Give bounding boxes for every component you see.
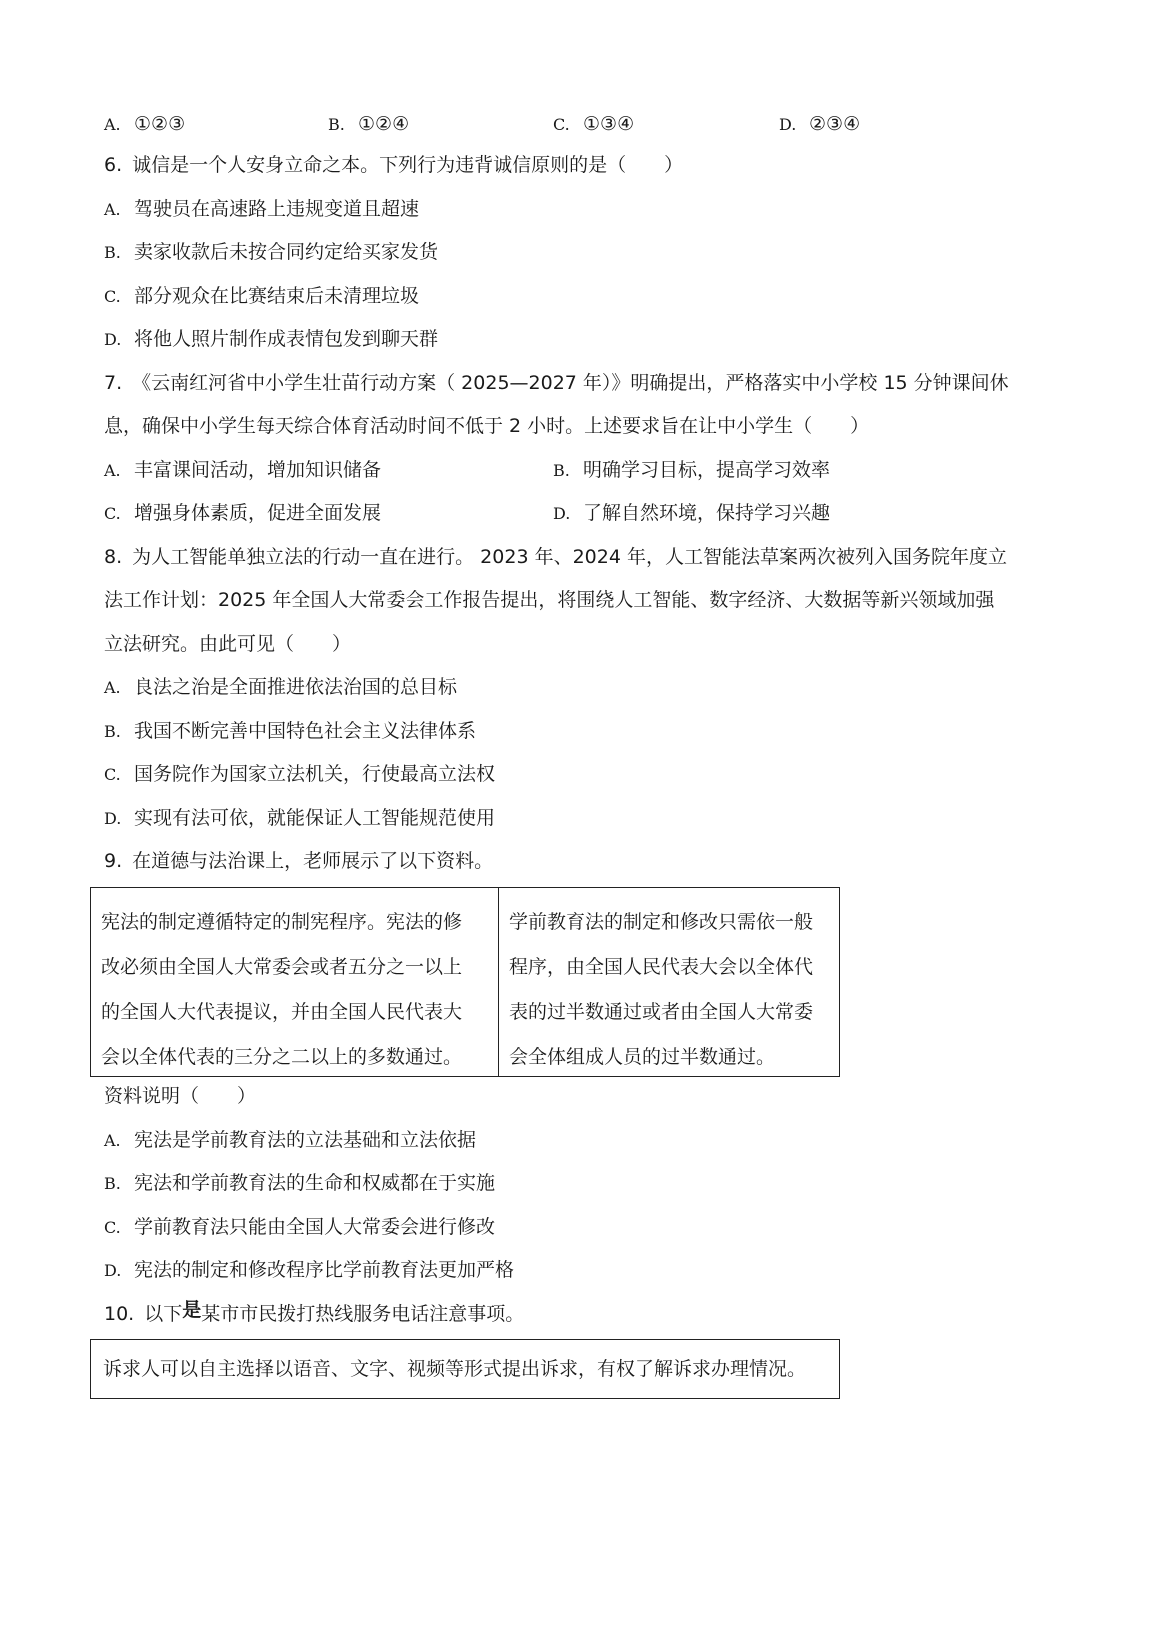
q5-option-c: C. ①③④ (553, 113, 635, 135)
q6-stem: 6. 诚信是一个人安身立命之本。下列行为违背诚信原则的是（ ） (104, 154, 684, 176)
q5-option-d: D. ②③④ (779, 113, 861, 135)
q6-option-a: A. 驾驶员在高速路上违规变道且超速 (104, 198, 420, 220)
q9-option-b: B. 宪法和学前教育法的生命和权威都在于实施 (104, 1172, 496, 1194)
q8-option-c: C. 国务院作为国家立法机关，行使最高立法权 (104, 763, 496, 785)
q9-table-left-cell (91, 888, 498, 1076)
q10-stem: 10. 以下是某市市民拨打热线服务电话注意事项。 (104, 1299, 525, 1325)
option-text: ②③④ (809, 113, 861, 135)
table-line: 会以全体代表的三分之二以上的多数通过。 (101, 1046, 463, 1068)
q9-option-a: A. 宪法是学前教育法的立法基础和立法依据 (104, 1129, 477, 1151)
q9-option-c: C. 学前教育法只能由全国人大常委会进行修改 (104, 1216, 496, 1238)
q7-option-a: A. 丰富课间活动，增加知识储备 (104, 459, 382, 481)
q10-notice-box (90, 1339, 840, 1399)
table-line: 程序，由全国人民代表大会以全体代 (509, 956, 814, 978)
q8-stem-line3: 立法研究。由此可见（ ） (104, 633, 352, 655)
q9-table-right-cell (498, 888, 839, 1076)
option-text: ①②③ (134, 113, 186, 135)
q5-option-b: B. ①②④ (328, 113, 410, 135)
table-line: 改必须由全国人大常委会或者五分之一以上 (101, 956, 463, 978)
q9-after-text: 资料说明（ ） (104, 1085, 257, 1107)
q9-material-table (90, 887, 840, 1077)
q6-option-b: B. 卖家收款后未按合同约定给买家发货 (104, 241, 439, 263)
q6-option-d: D. 将他人照片制作成表情包发到聊天群 (104, 328, 439, 350)
notice-text: 诉求人可以自主选择以语音、文字、视频等形式提出诉求，有权了解诉求办理情况。 (103, 1358, 807, 1380)
q7-option-c: C. 增强身体素质，促进全面发展 (104, 502, 382, 524)
q9-option-d: D. 宪法的制定和修改程序比学前教育法更加严格 (104, 1259, 515, 1281)
q8-option-b: B. 我国不断完善中国特色社会主义法律体系 (104, 720, 477, 742)
q8-stem-line1: 8. 为人工智能单独立法的行动一直在进行。 2023 年、2024 年，人工智能法草案两次被列入国务院年度立 (104, 546, 1007, 568)
q9-stem: 9. 在道德与法治课上，老师展示了以下资料。 (104, 850, 494, 872)
q7-option-b: B. 明确学习目标，提高学习效率 (553, 459, 831, 481)
table-line: 学前教育法的制定和修改只需依一般 (509, 911, 814, 933)
q8-stem-line2: 法工作计划：2025 年全国人大常委会工作报告提出，将围绕人工智能、数字经济、大数据等新兴领域加强 (104, 589, 995, 611)
q7-stem-line2: 息，确保中小学生每天综合体育活动时间不低于 2 小时。上述要求旨在让中小学生（ ） (104, 415, 870, 437)
q7-option-d: D. 了解自然环境，保持学习兴趣 (553, 502, 831, 524)
q8-option-d: D. 实现有法可依，就能保证人工智能规范使用 (104, 807, 496, 829)
q6-option-c: C. 部分观众在比赛结束后未清理垃圾 (104, 285, 420, 307)
option-text: ①③④ (583, 113, 635, 135)
table-line: 会全体组成人员的过半数通过。 (509, 1046, 776, 1068)
table-line: 表的过半数通过或者由全国人大常委 (509, 1001, 814, 1023)
q5-option-a: A. ①②③ (104, 113, 186, 135)
table-line: 的全国人大代表提议，并由全国人民代表大 (101, 1001, 463, 1023)
option-text: ①②④ (358, 113, 410, 135)
q8-option-a: A. 良法之治是全面推进依法治国的总目标 (104, 676, 458, 698)
table-line: 宪法的制定遵循特定的制宪程序。宪法的修 (101, 911, 463, 933)
q7-stem-line1: 7. 《云南红河省中小学生壮苗行动方案（ 2025—2027 年）》明确提出，严格落实中小学校 15 分钟课间休 (104, 372, 1009, 394)
